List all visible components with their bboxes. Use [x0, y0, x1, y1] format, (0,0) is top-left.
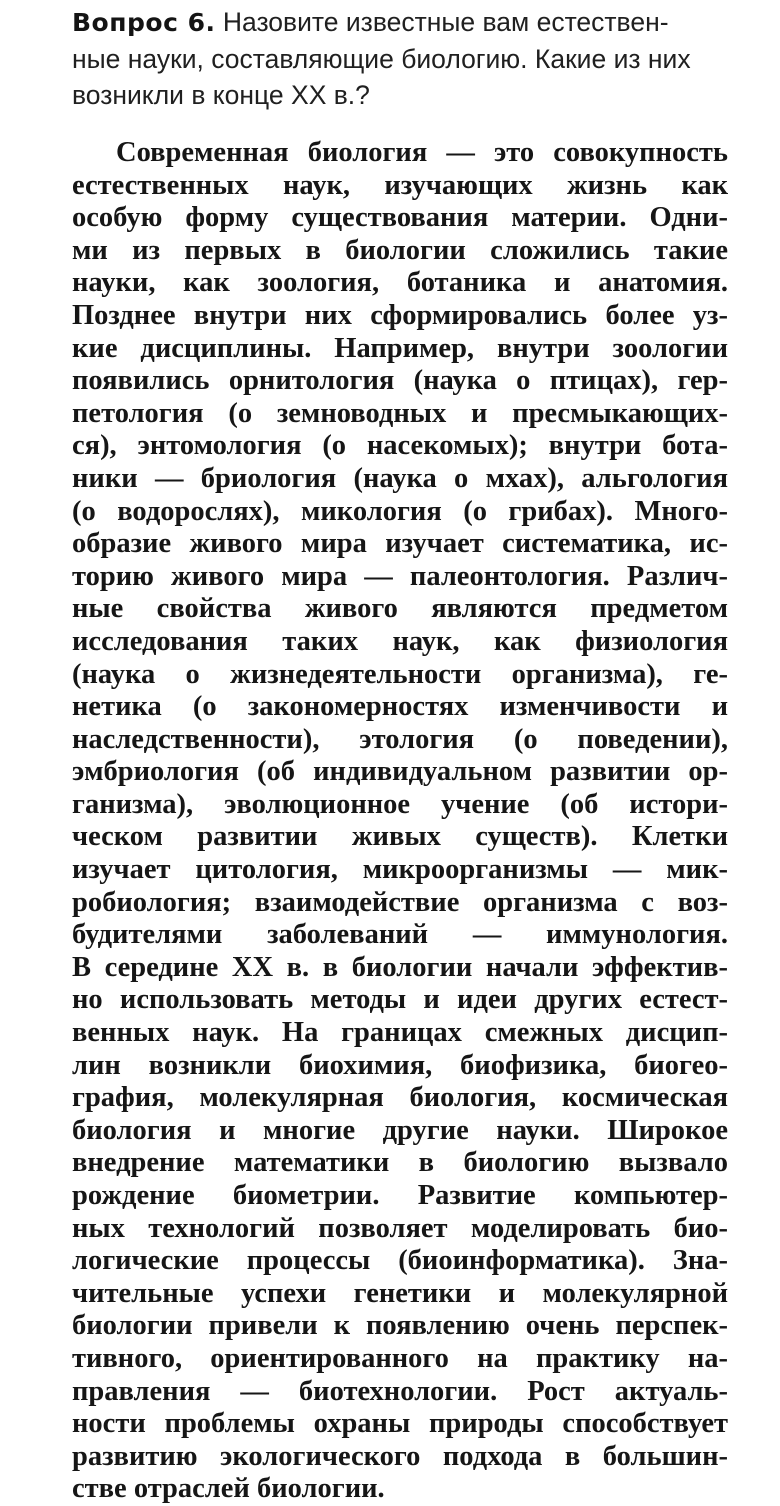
answer-line: эмбриология (об индивидуальном развитии ор-: [72, 756, 728, 788]
answer-line: стве отраслей биологии.: [72, 1473, 385, 1505]
answer-line: образие живого мира изучает систематика, ис-: [72, 528, 728, 560]
answer-line: тивного, ориентированного на практику на-: [72, 1342, 728, 1374]
answer-line: ные свойства живого являются предметом: [72, 593, 728, 625]
answer-line: робиология; взаимодействие организма с воз-: [72, 886, 728, 918]
answer-line: петология (о земноводных и пресмыкающих-: [72, 397, 728, 429]
answer-line: ми из первых в биологии сложились такие: [72, 234, 728, 266]
answer-line: изучает цитология, микроорганизмы — мик-: [72, 854, 728, 886]
answer-line: биология и многие другие науки. Широкое: [72, 1114, 728, 1146]
answer-line: ности проблемы охраны природы способствует: [72, 1408, 728, 1440]
answer-paragraph: [72, 137, 728, 1506]
answer-line: внедрение математики в биологию вызвало: [72, 1147, 728, 1179]
answer-line: В середине XX в. в биологии начали эффектив-: [72, 951, 728, 983]
question-label: Вопрос 6.: [72, 8, 216, 37]
answer-line: (наука о жизнедеятельности организма), ге-: [72, 658, 728, 690]
question-text-line: ные науки, составляющие биологию. Какие из них: [72, 44, 691, 74]
answer-line: ники — бриология (наука о мхах), альгология: [72, 462, 728, 494]
answer-line: появились орнитология (наука о птицах), гер-: [72, 365, 728, 397]
answer-line: естественных наук, изучающих жизнь как: [72, 169, 728, 201]
answer-line: логические процессы (биоинформатика). Зна-: [72, 1245, 728, 1277]
answer-line: (о водорослях), микология (о грибах). Много-: [72, 495, 728, 527]
answer-line: ся), энтомология (о насекомых); внутри бота-: [72, 430, 728, 462]
answer-line: исследования таких наук, как физиология: [72, 625, 728, 657]
answer-line: будителями заболеваний — иммунология.: [72, 919, 728, 951]
answer-line: правления — биотехнологии. Рост актуаль-: [72, 1375, 728, 1407]
answer-line: графия, молекулярная биология, космическая: [72, 1082, 728, 1114]
answer-line: ных технологий позволяет моделировать био-: [72, 1212, 728, 1244]
question-text-line: Назовите известные вам естествен-: [222, 7, 669, 37]
answer-line: кие дисциплины. Например, внутри зоологии: [72, 332, 728, 364]
answer-line: развитию экологического подхода в большин-: [72, 1440, 728, 1472]
answer-line: ческом развитии живых существ). Клетки: [72, 821, 728, 853]
question-block: [72, 4, 728, 113]
answer-line: ганизма), эволюционное учение (об истори-: [72, 788, 728, 820]
answer-line: биологии привели к появлению очень перспек-: [72, 1310, 728, 1342]
answer-line: нетика (о закономерностях изменчивости и: [72, 691, 728, 723]
answer-line: но использовать методы и идеи других естест-: [72, 984, 728, 1016]
answer-line: Позднее внутри них сформировались более уз-: [72, 299, 728, 331]
answer-line: чительные успехи генетики и молекулярной: [72, 1277, 728, 1309]
answer-line: венных наук. На границах смежных дисцип-: [72, 1017, 728, 1049]
answer-line: лин возникли биохимия, биофизика, биогео-: [72, 1049, 728, 1081]
answer-line: рождение биометрии. Развитие компьютер-: [72, 1180, 728, 1211]
answer-line: торию живого мира — палеонтология. Различ-: [72, 560, 728, 592]
answer-line: наследственности), этология (о поведении),: [72, 723, 728, 755]
question-text-line: возникли в конце XX в.?: [72, 80, 370, 110]
answer-line: особую форму существования материи. Одни-: [72, 202, 728, 234]
answer-line: Современная биология — это совокупность: [116, 137, 728, 168]
answer-line: науки, как зоология, ботаника и анатомия.: [72, 267, 728, 299]
